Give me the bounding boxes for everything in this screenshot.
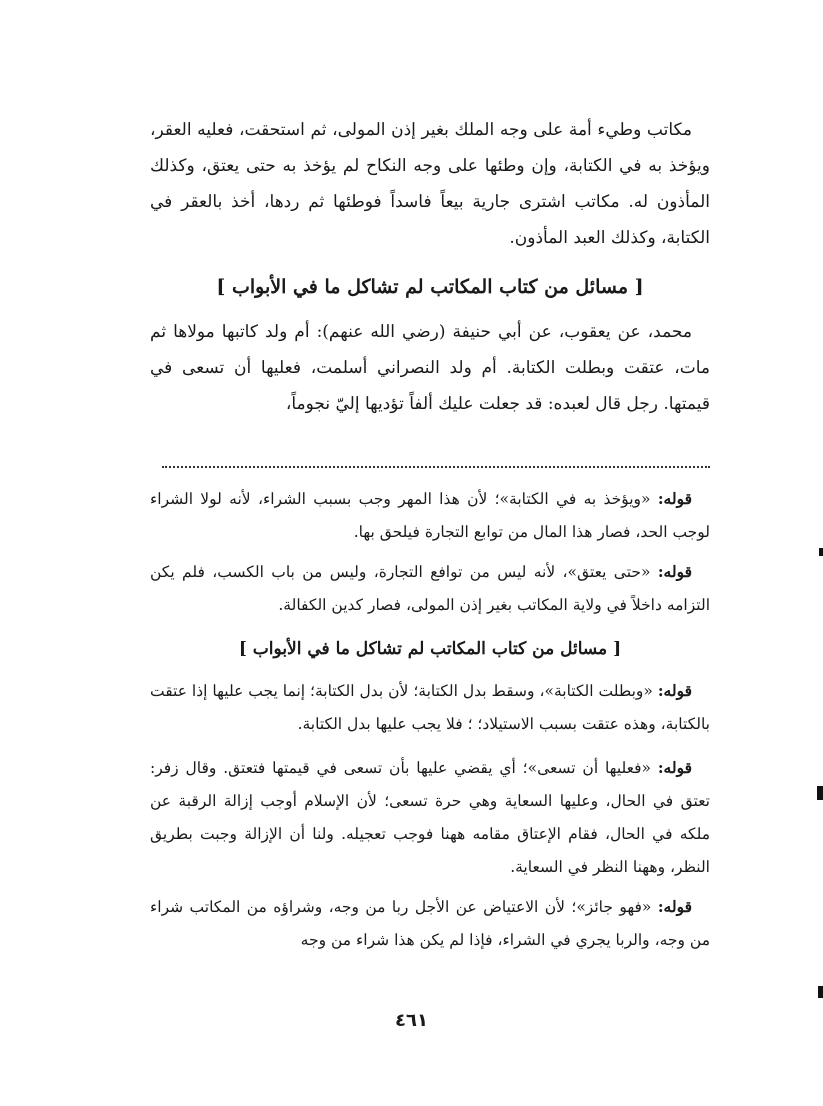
footnote-divider — [162, 466, 710, 468]
note-1-keyword: قوله: — [657, 489, 692, 508]
section-heading: [ مسائل من كتاب المكاتب لم تشاكل ما في الأبواب ] — [216, 276, 644, 298]
scan-mark — [819, 548, 823, 556]
note-2-text: «حتى يعتق»، لأنه ليس من توافع التجارة، وليس من باب الكسب، فلم يكن التزامه داخلاً في ولاية المكاتب بغير إذن المولى، فصار كدين الكفالة. — [150, 563, 710, 614]
main-paragraph-2-text: محمد، عن يعقوب، عن أبي حنيفة (رضي الله عنهم): أم ولد كاتبها مولاها ثم مات، عتقت وبطلت الكتابة. أم ولد النصراني أسلمت، فعليها أن تسعى في قيمتها. رجل قال لعبده: قد جعلت عليك ألفاً تؤديها إليّ نجوماً، — [150, 322, 710, 414]
note-4-keyword: قوله: — [657, 758, 692, 777]
main-text — [150, 112, 710, 422]
note-2 — [150, 555, 710, 622]
note-4-text: «فعليها أن تسعى»؛ أي يقضي عليها بأن تسعى في قيمتها فتعتق. وقال زفر: تعتق في الحال، وعليها السعاية وهي حرة تسعى؛ لأن الإسلام أوجب إزالة الرقبة عن ملكه في الحال، فقام الإعتاق مقامه ههنا فوجب تعجيله. ولنا أن الإزالة وجبت بطريق النظر، وههنا النظر في السعاية. — [150, 759, 710, 876]
note-4 — [150, 751, 710, 884]
main-paragraph-1 — [150, 112, 710, 256]
note-1 — [150, 482, 710, 549]
main-paragraph-2 — [150, 314, 710, 422]
note-2-keyword: قوله: — [657, 562, 692, 581]
commentary-heading: [ مسائل من كتاب المكاتب لم تشاكل ما في الأبواب ] — [238, 639, 622, 659]
note-3-keyword: قوله: — [657, 681, 692, 700]
note-5-text: «فهو جائز»؛ لأن الاعتياض عن الأجل ربا من وجه، وشراؤه من المكاتب شراء من وجه، والربا يجري في الشراء، فإذا لم يكن هذا شراء من وجه — [150, 898, 710, 949]
note-5 — [150, 890, 710, 957]
scan-mark — [817, 786, 823, 800]
scan-mark — [818, 986, 823, 998]
note-5-keyword: قوله: — [657, 897, 692, 916]
main-paragraph-1-text: مكاتب وطيء أمة على وجه الملك بغير إذن المولى، ثم استحقت، فعليه العقر، ويؤخذ به في الكتابة، وإن وطئها على وجه النكاح لم يؤخذ به حتى يعتق، وكذلك المأذون له. مكاتب اشترى جارية بيعاً فاسداً فوطئها ثم ردها، أخذ بالعقر في الكتابة، وكذلك العبد المأذون. — [150, 120, 710, 248]
page-number: ٤٦١ — [395, 1010, 428, 1031]
note-3 — [150, 674, 710, 741]
note-3-text: «وبطلت الكتابة»، وسقط بدل الكتابة؛ لأن بدل الكتابة؛ إنما يجب عليها إذا عتقت بالكتابة، وهذه عتقت بسبب الاستيلاد؛ ؛ فلا يجب عليها بدل الكتابة. — [150, 682, 710, 733]
note-1-text: «ويؤخذ به في الكتابة»؛ لأن هذا المهر وجب بسبب الشراء، لأنه لولا الشراء لوجب الحد، فصار هذا المال من توابع التجارة فيلحق بها. — [150, 490, 710, 541]
commentary-notes — [150, 482, 710, 963]
